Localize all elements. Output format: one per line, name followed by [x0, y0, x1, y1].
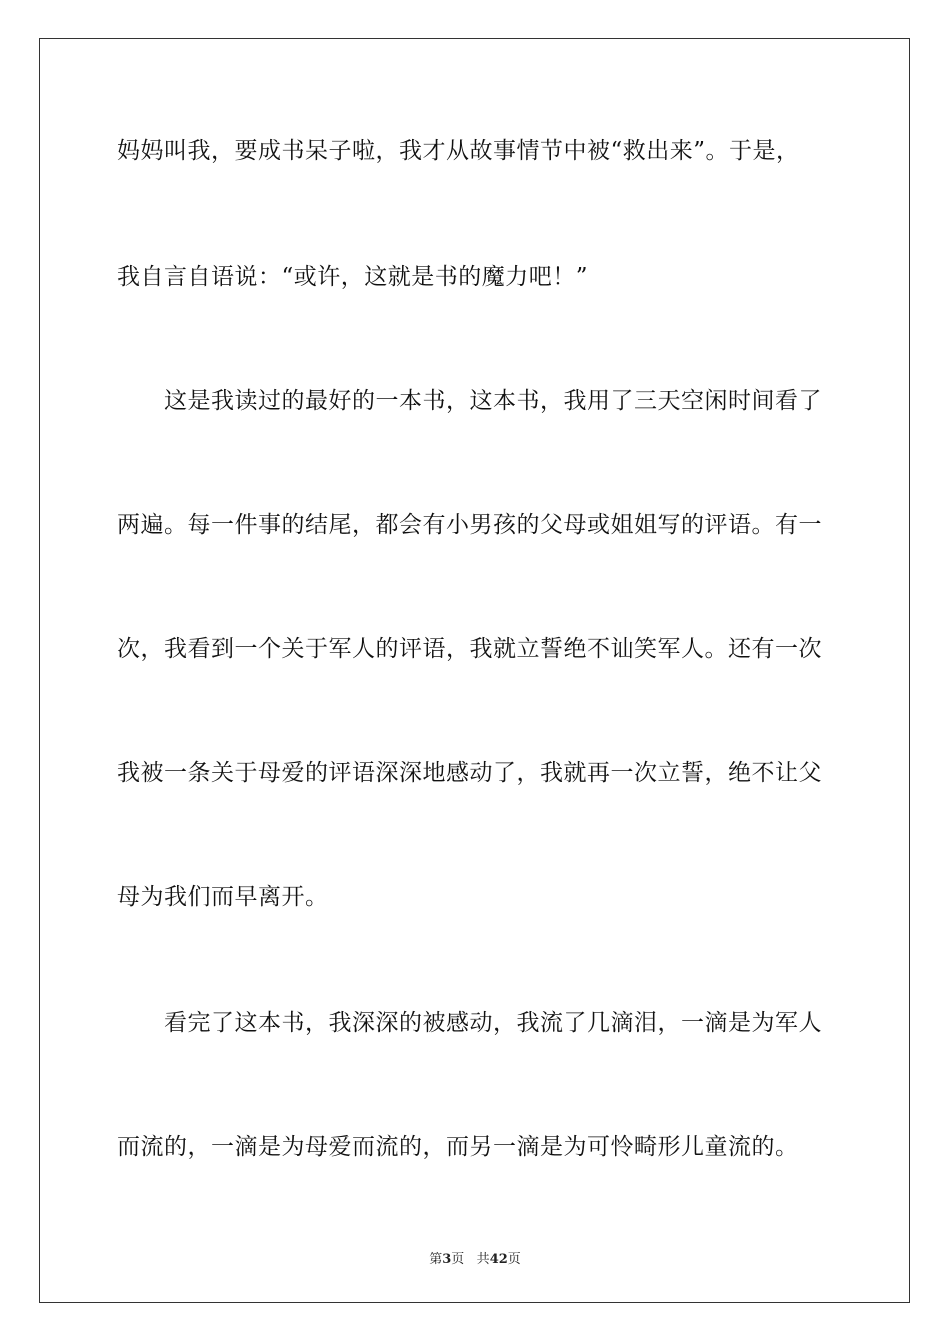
text-line-1: 妈妈叫我，要成书呆子啦，我才从故事情节中被“救出来”。于是， — [117, 138, 800, 164]
text-line-9: 而流的，一滴是为母爱而流的，而另一滴是为可怜畸形儿童流的。 — [117, 1134, 799, 1160]
total-prefix: 共 — [476, 1252, 490, 1267]
page-footer — [0, 1248, 950, 1267]
page-prefix: 第 — [429, 1252, 443, 1267]
total-pages: 42 — [489, 1252, 508, 1267]
page-number: 3 — [442, 1252, 452, 1267]
text-line-5: 次，我看到一个关于军人的评语，我就立誓绝不讪笑军人。还有一次 — [117, 636, 822, 662]
text-line-2: 我自言自语说：“或许，这就是书的魔力吧！” — [117, 264, 589, 290]
text-line-6: 我被一条关于母爱的评语深深地感动了，我就再一次立誓，绝不让父 — [117, 760, 822, 786]
total-suffix: 页 — [507, 1252, 521, 1267]
page-border — [39, 38, 910, 1303]
text-line-8: 看完了这本书，我深深的被感动，我流了几滴泪，一滴是为军人 — [164, 1010, 822, 1036]
text-line-4: 两遍。每一件事的结尾，都会有小男孩的父母或姐姐写的评语。有一 — [117, 512, 822, 538]
text-line-7: 母为我们而早离开。 — [117, 884, 329, 910]
text-line-3: 这是我读过的最好的一本书，这本书，我用了三天空闲时间看了 — [164, 388, 822, 414]
page-suffix: 页 — [451, 1252, 465, 1267]
